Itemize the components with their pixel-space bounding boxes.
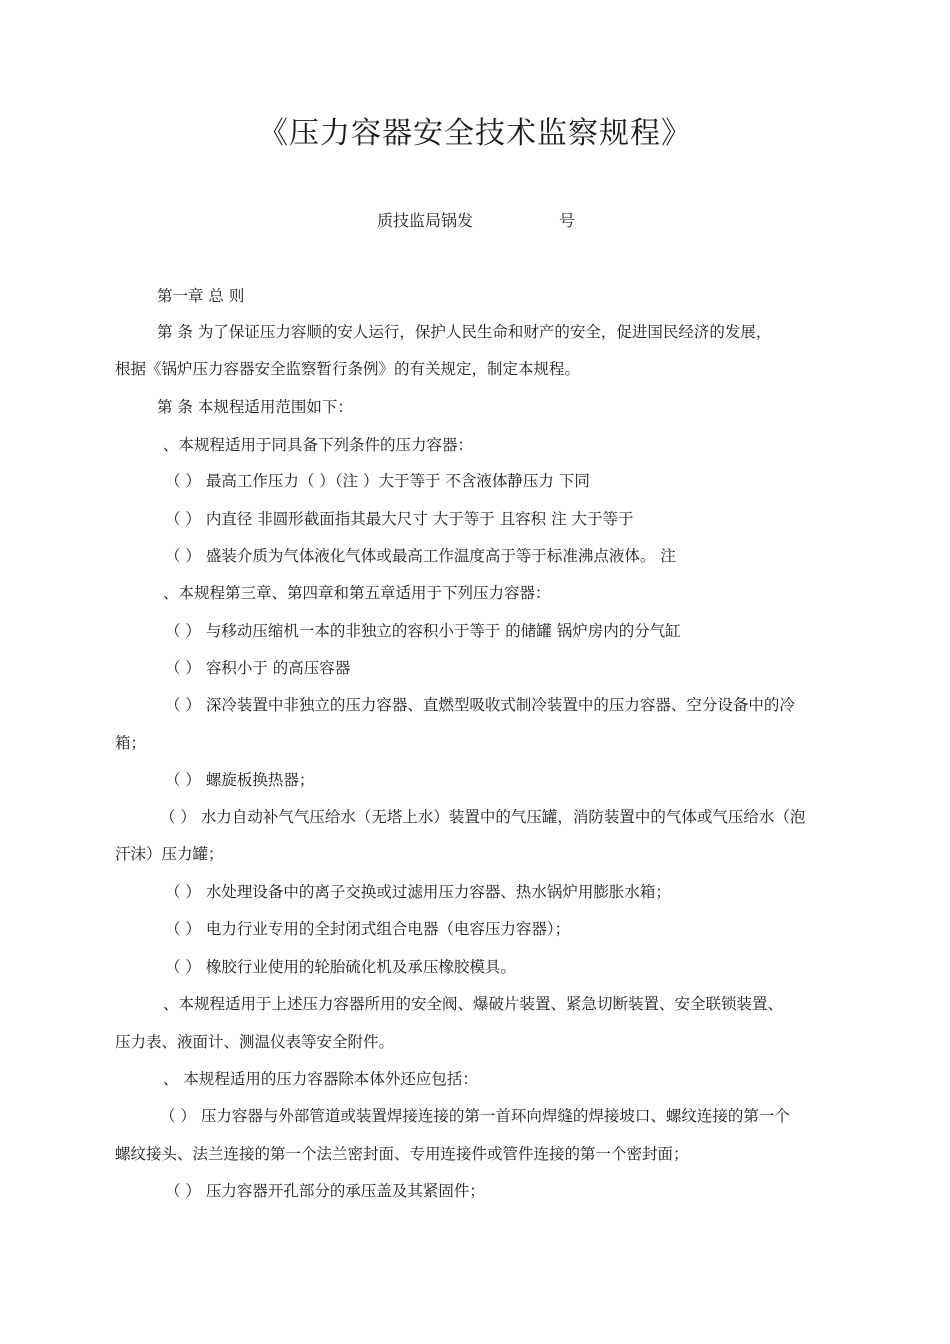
article-2-heading: 第 条 本规程适用范围如下： xyxy=(157,398,353,416)
item-2-case-5-line-1: （ ） 水力自动补气气压给水（无塔上水）装置中的气压罐，消防装置中的气体或气压给水（泡 xyxy=(160,808,806,826)
item-1-condition-2: （ ） 内直径 非圆形截面指其最大尺寸 大于等于 且容积 注 大于等于 xyxy=(165,510,634,528)
item-4-intro: 、 本规程适用的压力容器除本体外还应包括： xyxy=(163,1070,478,1088)
doc-number-prefix: 质技监局锅发 xyxy=(377,211,474,230)
item-2-case-3-line-2: 箱； xyxy=(115,734,147,752)
chapter-heading: 第一章 总 则 xyxy=(157,287,245,305)
item-2-case-8: （ ） 橡胶行业使用的轮胎硫化机及承压橡胶模具。 xyxy=(165,958,516,976)
item-1-condition-3: （ ） 盛装介质为气体液化气体或最高工作温度高于等于标准沸点液体。 注 xyxy=(165,547,676,565)
item-2-case-1: （ ） 与移动压缩机一本的非独立的容积小于等于 的储罐 锅炉房内的分气缸 xyxy=(165,622,681,640)
article-1-line-2: 根据《锅炉压力容器安全监察暂行条例》的有关规定，制定本规程。 xyxy=(115,360,581,378)
item-2-case-2: （ ） 容积小于 的高压容器 xyxy=(165,659,351,677)
item-1-intro: 、本规程适用于同具备下列条件的压力容器： xyxy=(163,436,474,454)
item-4-part-1-line-1: （ ） 压力容器与外部管道或装置焊接连接的第一首环向焊缝的焊接坡口、螺纹连接的第一个 xyxy=(160,1107,790,1125)
item-1-condition-1: （ ） 最高工作压力（ ）（注 ）大于等于 不含液体静压力 下同 xyxy=(165,472,590,490)
item-3-line-2: 压力表、液面计、测温仪表等安全附件。 xyxy=(115,1033,395,1051)
item-3-line-1: 、本规程适用于上述压力容器所用的安全阀、爆破片装置、紧急切断装置、安全联锁装置、 xyxy=(163,995,784,1013)
item-4-part-1-line-2: 螺纹接头、法兰连接的第一个法兰密封面、专用连接件或管件连接的第一个密封面； xyxy=(115,1145,689,1163)
article-1-line-1: 第 条 为了保证压力容顺的安人运行，保护人民生命和财产的安全，促进国民经济的发展， xyxy=(157,323,772,341)
item-2-intro: 、本规程第三章、第四章和第五章适用于下列压力容器： xyxy=(163,584,551,602)
document-title: 《压力容器安全技术监察规程》 xyxy=(258,116,692,151)
item-2-case-4: （ ） 螺旋板换热器； xyxy=(165,771,315,789)
item-4-part-2: （ ） 压力容器开孔部分的承压盖及其紧固件； xyxy=(165,1182,485,1200)
item-2-case-5-line-2: 汗沫）压力罐； xyxy=(115,845,224,863)
doc-number-suffix: 号 xyxy=(559,211,576,230)
item-2-case-6: （ ） 水处理设备中的离子交换或过滤用压力容器、热水锅炉用膨胀水箱； xyxy=(165,883,671,901)
item-2-case-3-line-1: （ ） 深冷装置中非独立的压力容器、直燃型吸收式制冷装置中的压力容器、空分设备中的冷 xyxy=(165,696,795,714)
item-2-case-7: （ ） 电力行业专用的全封闭式组合电器（电容压力容器）； xyxy=(165,920,571,938)
